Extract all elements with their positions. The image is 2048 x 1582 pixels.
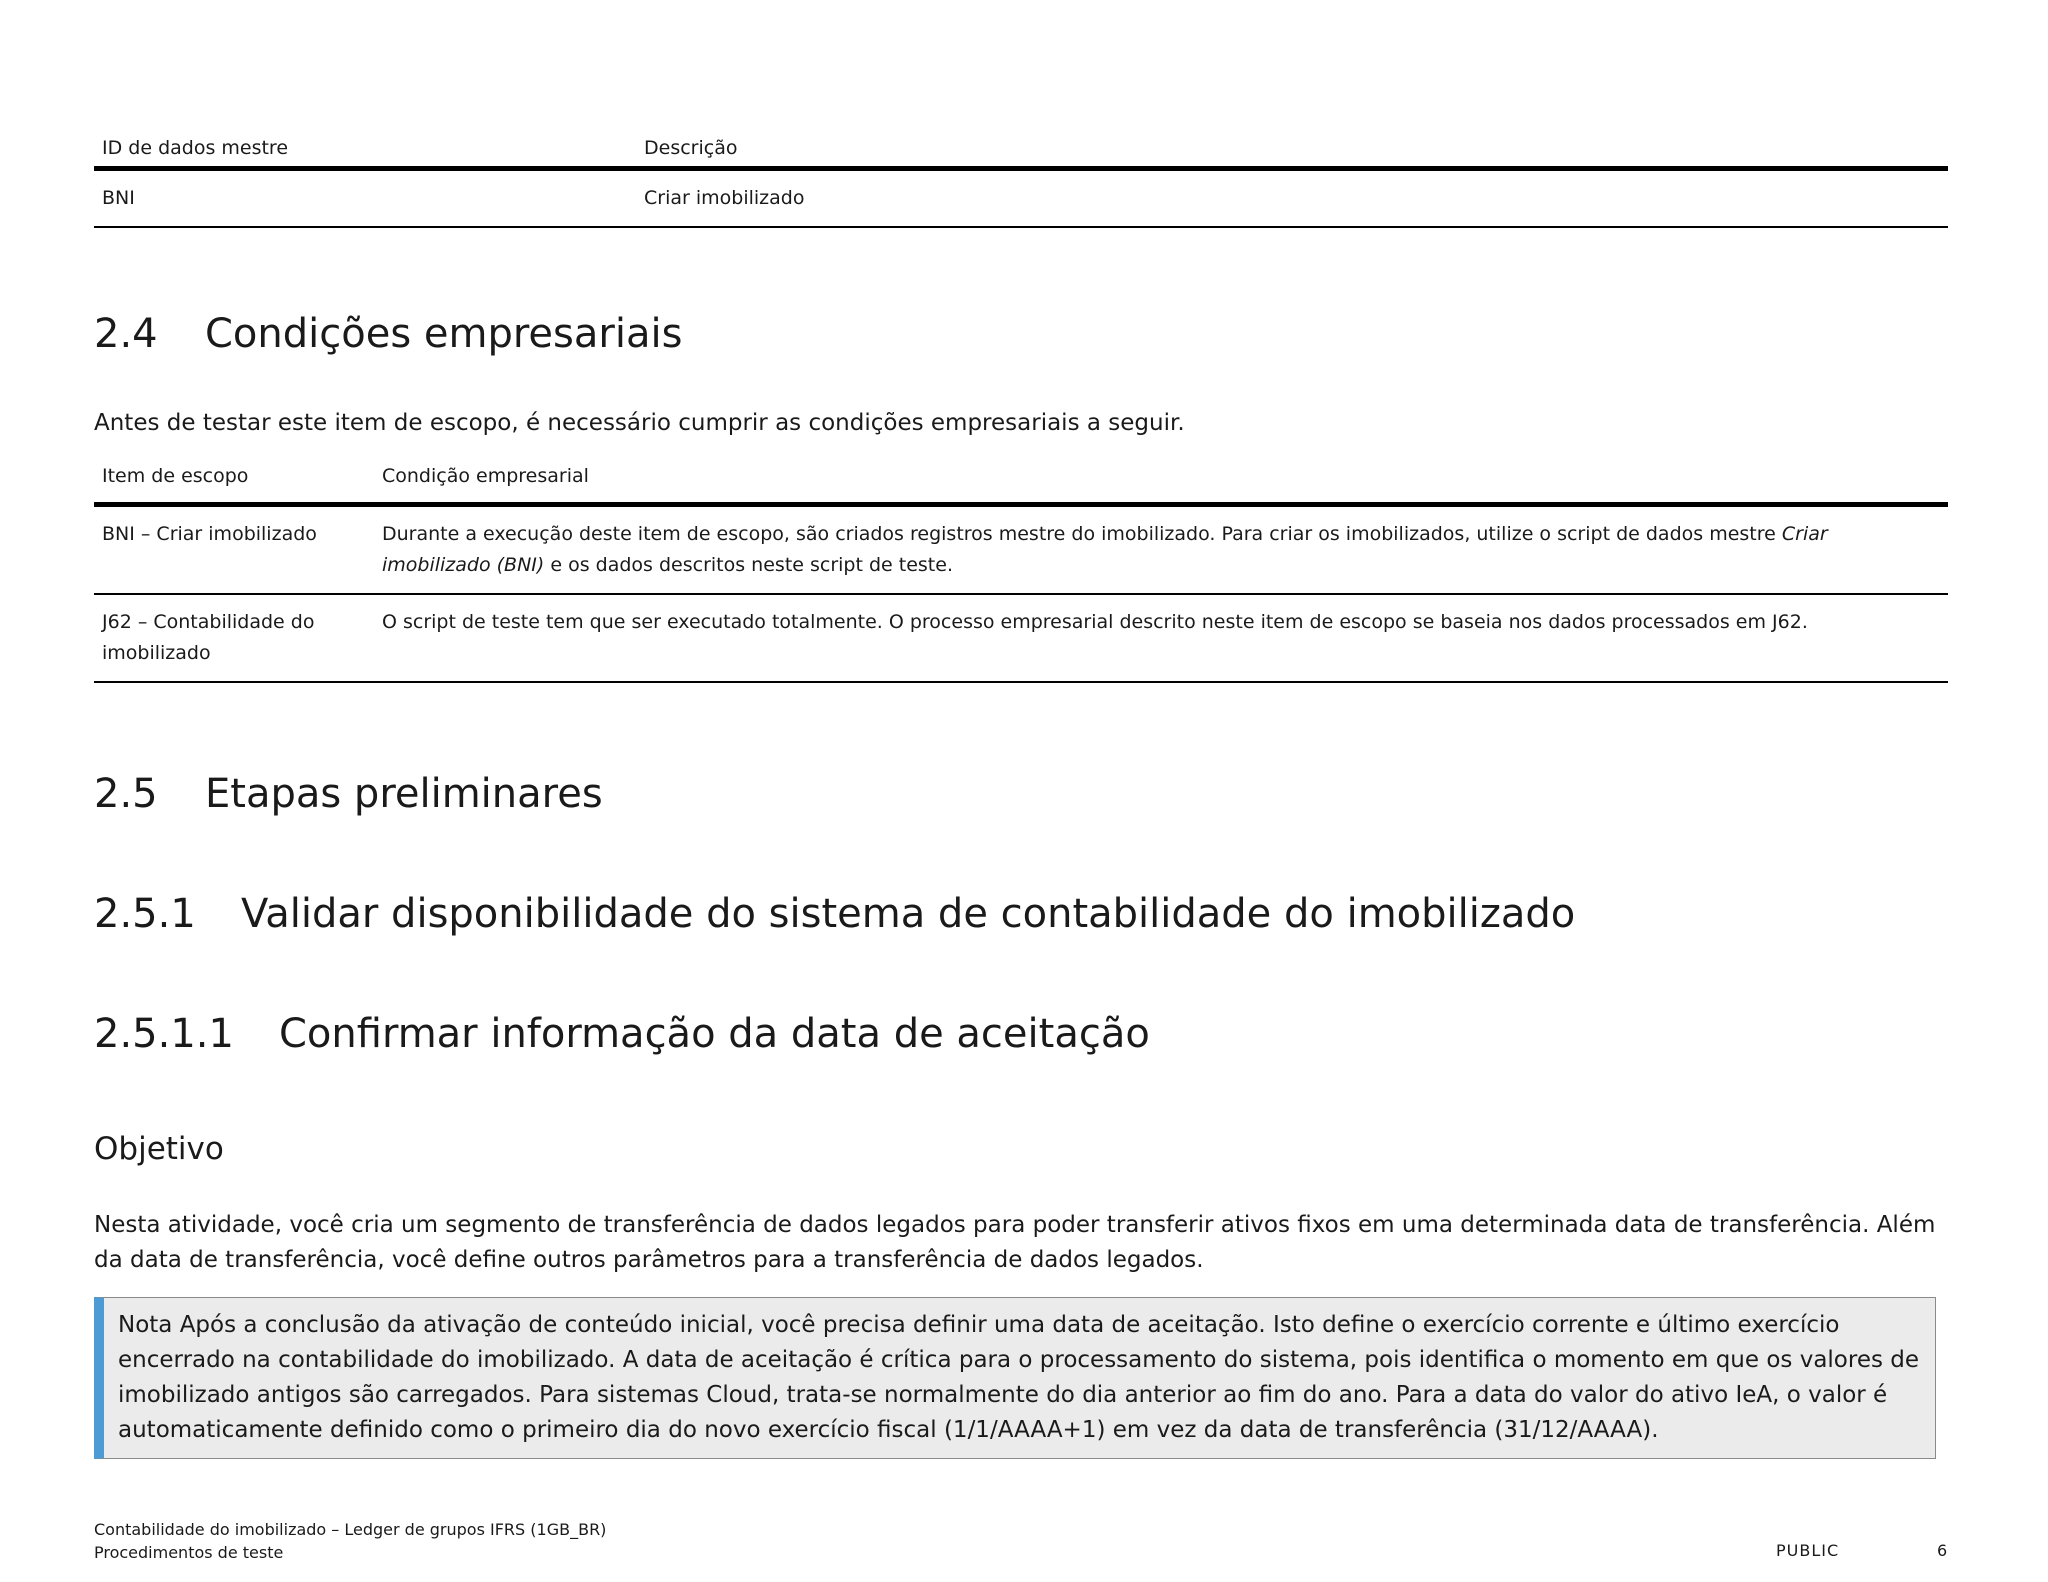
- table-cell: [374, 594, 1948, 682]
- script-reference: Criar imobilizado (BNI): [382, 523, 1828, 576]
- note-box: [94, 1297, 1936, 1459]
- table-row: [94, 594, 1948, 682]
- business-conditions-table: [94, 461, 1948, 683]
- table-row: [94, 505, 1948, 595]
- column-header: Item de escopo: [94, 461, 374, 505]
- column-header: Condição empresarial: [374, 461, 1948, 505]
- section-number: 2.5: [94, 771, 158, 817]
- condition-text: e os dados descritos neste script de teste.: [544, 554, 953, 576]
- section-title: Etapas preliminares: [205, 771, 603, 817]
- footer-document-subtitle: Procedimentos de teste: [94, 1543, 284, 1562]
- column-header: ID de dados mestre: [94, 130, 636, 169]
- footer-classification: PUBLIC: [1776, 1541, 1840, 1560]
- table-header-row: [94, 461, 1948, 505]
- table-cell: BNI: [94, 169, 636, 228]
- condition-text: Durante a execução deste item de escopo, são criados registros mestre do imobilizado. Para criar os imobilizados, utilize o script de dados mestre: [382, 523, 1782, 545]
- objective-heading: Objetivo: [94, 1131, 224, 1167]
- condition-text: O script de teste tem que ser executado totalmente. O processo empresarial descrito neste item de escopo se baseia nos dados processados em J62.: [382, 611, 1808, 633]
- section-number: 2.5.1: [94, 891, 196, 937]
- table-cell: [374, 505, 1948, 595]
- table-cell: J62 – Contabilidade do imobilizado: [94, 594, 374, 682]
- table-cell: BNI – Criar imobilizado: [94, 505, 374, 595]
- subsubsection-heading: [94, 1011, 1150, 1057]
- section-number: 2.5.1.1: [94, 1011, 234, 1057]
- intro-paragraph: Antes de testar este item de escopo, é necessário cumprir as condições empresariais a seguir.: [94, 410, 1185, 436]
- section-title: Condições empresariais: [205, 311, 683, 357]
- column-header: Descrição: [636, 130, 1948, 169]
- section-heading: [94, 311, 682, 357]
- note-text: Nota Após a conclusão da ativação de conteúdo inicial, você precisa definir uma data de aceitação. Isto define o exercício corrente e último exercício encerrado na contabilidade do imobilizado. A data de aceitação é crítica para o processamento do sistema, pois identifica o momento em que os valores de imobilizado antigos são carregados. Para sistemas Cloud, trata-se normalmente do dia anterior ao fim do ano. Para a data do valor do ativo IeA, o valor é automaticamente definido como o primeiro dia do novo exercício fiscal (1/1/AAAA+1) em vez da data de transferência (31/12/AAAA).: [118, 1312, 1920, 1443]
- master-data-table: [94, 130, 1948, 228]
- section-heading: [94, 771, 603, 817]
- document-page: [94, 0, 1948, 1582]
- subsection-heading: [94, 891, 1575, 937]
- table-header-row: [94, 130, 1948, 169]
- section-number: 2.4: [94, 311, 158, 357]
- section-title: Validar disponibilidade do sistema de contabilidade do imobilizado: [241, 891, 1576, 937]
- table-row: [94, 169, 1948, 228]
- page-number: 6: [1937, 1541, 1948, 1560]
- objective-paragraph: Nesta atividade, você cria um segmento de transferência de dados legados para poder transferir ativos fixos em uma determinada data de transferência. Além da data de transferência, você define outros parâmetros para a transferência de dados legados.: [94, 1212, 1936, 1273]
- footer-document-title: Contabilidade do imobilizado – Ledger de grupos IFRS (1GB_BR): [94, 1520, 607, 1539]
- section-title: Confirmar informação da data de aceitação: [279, 1011, 1150, 1057]
- footer-document-info: [94, 1518, 606, 1564]
- table-cell: Criar imobilizado: [636, 169, 1948, 228]
